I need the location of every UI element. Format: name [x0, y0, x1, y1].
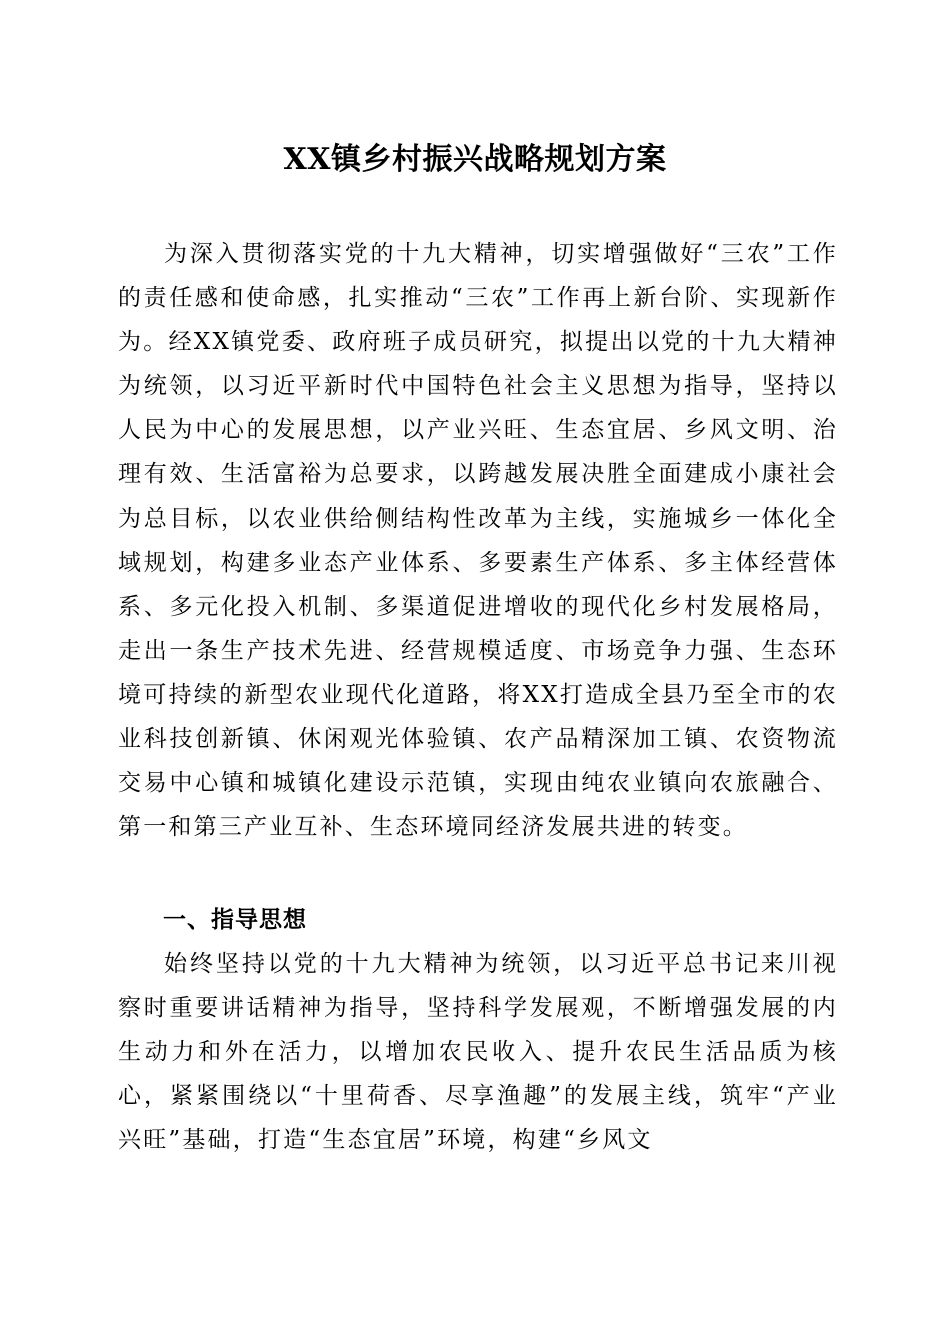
section-heading-guiding-ideology: 一、指导思想	[163, 907, 307, 933]
intro-paragraph: 为深入贯彻落实党的十九大精神，切实增强做好“三农”工作的责任感和使命感，扎实推动“三农”工作再上新台阶、实现新作为。经XX镇党委、政府班子成员研究，拟提出以党的十九大精神为统领，以习近平新时代中国特色社会主义思想为指导，坚持以人民为中心的发展思想，以产业兴旺、生态宜居、乡风文明、治理有效、生活富裕为总要求，以跨越发展决胜全面建成小康社会为总目标，以农业供给侧结构性改革为主线，实施城乡一体化全域规划，构建多业态产业体系、多要素生产体系、多主体经营体系、多元化投入机制、多渠道促进增收的现代化乡村发展格局，走出一条生产技术先进、经营规模适度、市场竞争力强、生态环境可持续的新型农业现代化道路，将XX打造成全县乃至全市的农业科技创新镇、休闲观光体验镇、农产品精深加工镇、农资物流交易中心镇和城镇化建设示范镇，实现由纯农业镇向农旅融合、第一和第三产业互补、生态环境同经济发展共进的转变。	[118, 241, 838, 841]
section-paragraph-guiding-ideology: 始终坚持以党的十九大精神为统领，以习近平总书记来川视察时重要讲话精神为指导，坚持科学发展观，不断增强发展的内生动力和外在活力，以增加农民收入、提升农民生活品质为核心，紧紧围绕以“十里荷香、尽享渔趣”的发展主线，筑牢“产业兴旺”基础，打造“生态宜居”环境，构建“乡风文	[118, 951, 838, 1154]
document-title: XX镇乡村振兴战略规划方案	[283, 142, 667, 177]
